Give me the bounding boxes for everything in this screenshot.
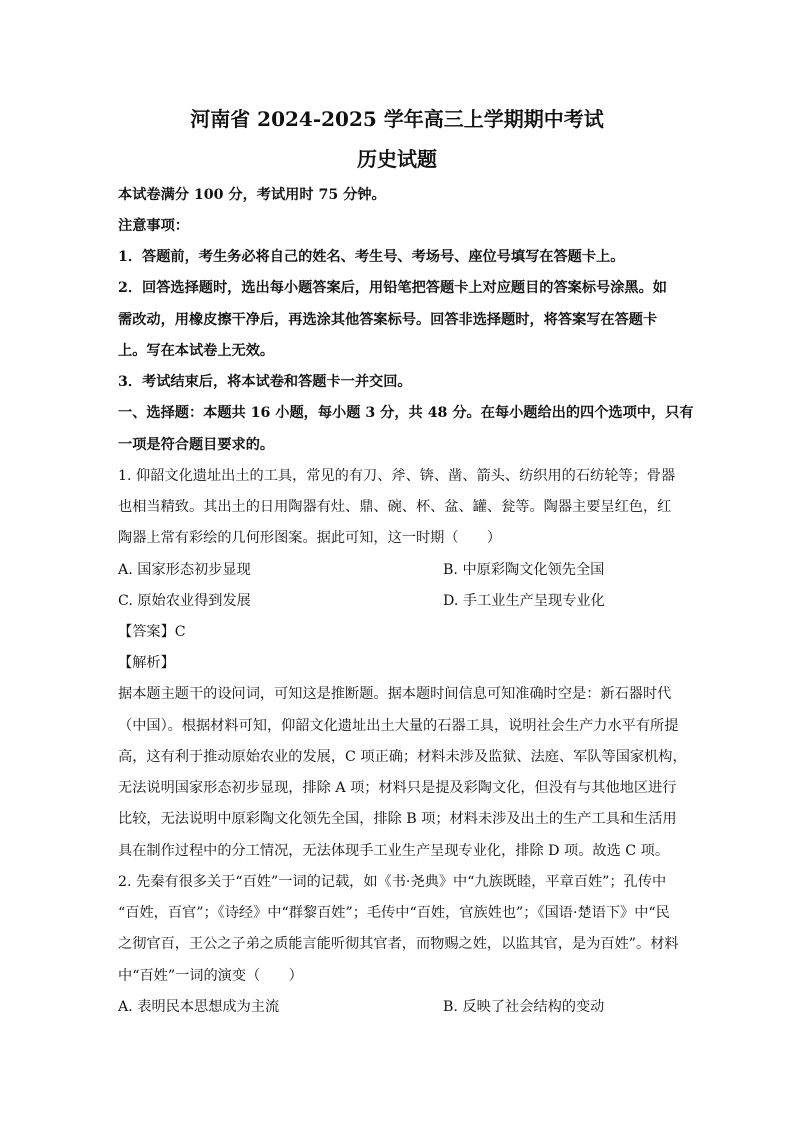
q1-option-d: D. 手工业生产呈现专业化 bbox=[443, 593, 605, 609]
q2-option-a: A. 表明民本思想成为主流 bbox=[118, 999, 280, 1015]
q1-analysis-line-6: 具在制作过程中的分工情况，无法体现手工业生产呈现专业化，排除 D 项。故选 C 项。 bbox=[118, 843, 670, 859]
q1-analysis-line-5: 比较，无法说明中原彩陶文化领先全国，排除 B 项；材料未涉及出土的生产工具和生活用 bbox=[118, 811, 677, 827]
q1-answer: 【答案】C bbox=[118, 624, 186, 640]
q1-option-c: C. 原始农业得到发展 bbox=[118, 593, 251, 609]
notes-heading: 注意事项： bbox=[118, 218, 189, 234]
note-2-line-3: 上。写在本试卷上无效。 bbox=[118, 343, 275, 359]
q1-stem-line-1: 1. 仰韶文化遗址出土的工具，常见的有刀、斧、锛、凿、箭头、纺织用的石纺轮等；骨器 bbox=[118, 468, 676, 484]
note-1: 1．答题前，考生务必将自己的姓名、考生号、考场号、座位号填写在答题卡上。 bbox=[118, 249, 625, 265]
q2-stem-line-2: “百姓，百官”；《诗经》中“群黎百姓”；毛传中“百姓，官族姓也”；《国语·楚语下》中“民 bbox=[118, 905, 670, 921]
exam-title: 河南省 2024-2025 学年高三上学期期中考试 bbox=[190, 107, 604, 131]
note-3: 3．考试结束后，将本试卷和答题卡一并交回。 bbox=[118, 374, 412, 390]
q1-analysis-line-3: 高，这有利于推动原始农业的发展，C 项正确；材料未涉及监狱、法庭、军队等国家机构， bbox=[118, 749, 687, 765]
q1-analysis-line-4: 无法说明国家形态初步显现，排除 A 项；材料只是提及彩陶文化，但没有与其他地区进行 bbox=[118, 780, 677, 796]
q2-option-b: B. 反映了社会结构的变动 bbox=[443, 999, 605, 1015]
q1-analysis-label: 【解析】 bbox=[118, 655, 175, 671]
q1-option-b: B. 中原彩陶文化领先全国 bbox=[443, 562, 605, 578]
q1-stem-line-3: 陶器上常有彩绘的几何形图案。据此可知，这一时期（ ） bbox=[118, 530, 502, 546]
q1-analysis-line-2: （中国）。根据材料可知，仰韶文化遗址出土大量的石器工具，说明社会生产力水平有所提 bbox=[118, 718, 679, 734]
q1-option-a: A. 国家形态初步显现 bbox=[118, 562, 251, 578]
note-2-line-1: 2．回答选择题时，选出每小题答案后，用铅笔把答题卡上对应题目的答案标号涂黑。如 bbox=[118, 280, 667, 296]
q1-analysis-line-1: 据本题主题干的设问词，可知这是推断题。据本题时间信息可知准确时空是：新石器时代 bbox=[118, 686, 672, 702]
q2-stem-line-4: 中“百姓”一词的演变（ ） bbox=[118, 968, 303, 984]
q1-stem-line-2: 也相当精致。其出土的日用陶器有灶、鼎、碗、杯、盆、罐、瓮等。陶器主要呈红色，红 bbox=[118, 499, 672, 515]
score-time-line: 本试卷满分 100 分，考试用时 75 分钟。 bbox=[118, 187, 386, 203]
section-heading-line-1: 一、选择题：本题共 16 小题，每小题 3 分，共 48 分。在每小题给出的四个选项中，只有 bbox=[118, 405, 694, 421]
note-2-line-2: 需改动，用橡皮擦干净后，再选涂其他答案标号。回答非选择题时，将答案写在答题卡 bbox=[118, 312, 658, 328]
exam-subtitle: 历史试题 bbox=[357, 147, 437, 171]
q2-stem-line-3: 之彻官百，王公之子弟之质能言能听彻其官者，而物赐之姓，以监其官，是为百姓”。材料 bbox=[118, 936, 679, 952]
q2-stem-line-1: 2. 先秦有很多关于“百姓”一词的记载，如《书·尧典》中“九族既睦，平章百姓”；孔传中 bbox=[118, 874, 667, 890]
section-heading-line-2: 一项是符合题目要求的。 bbox=[118, 437, 275, 453]
